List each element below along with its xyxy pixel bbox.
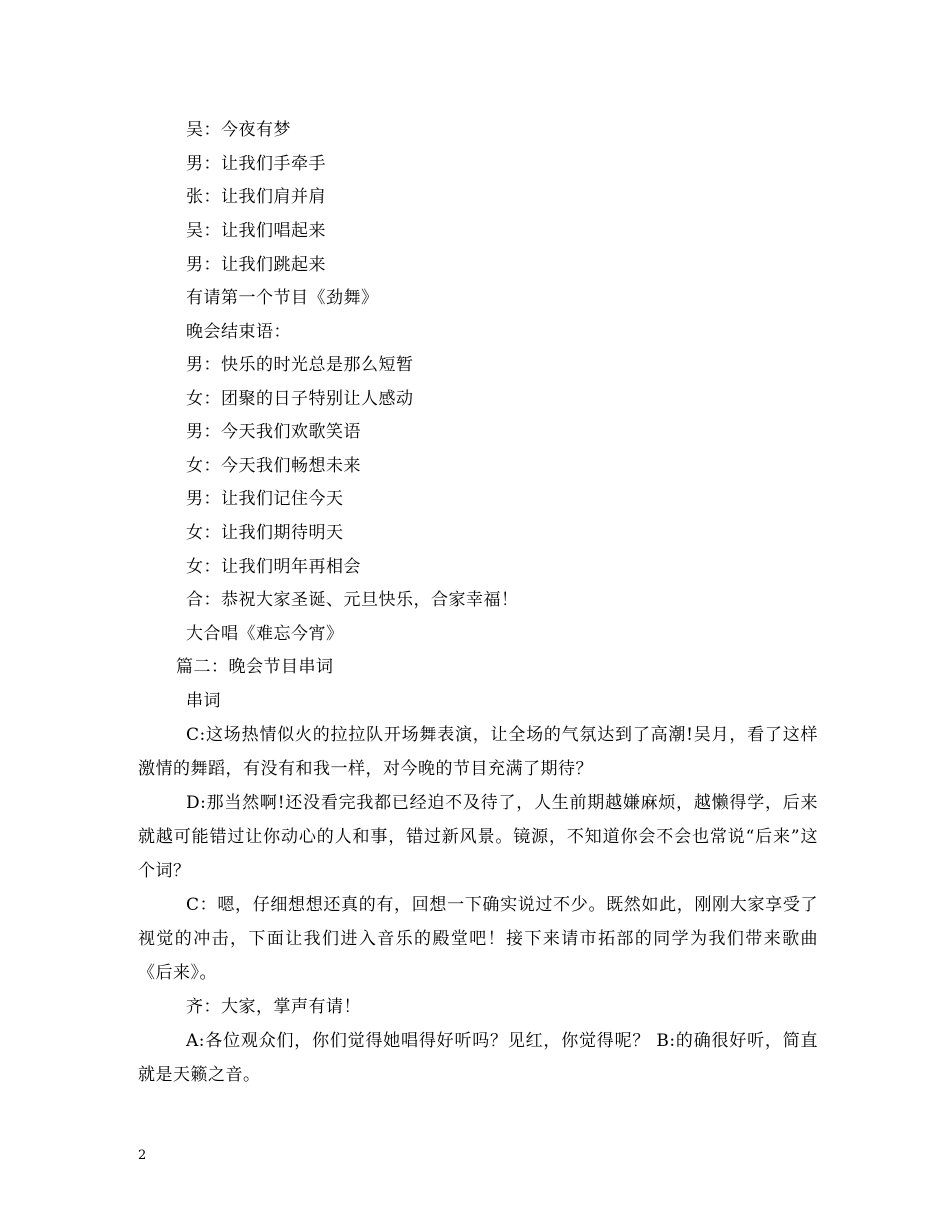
script-line: 女：让我们明年再相会 [186, 557, 361, 577]
dialogue-paragraph: 齐：大家，掌声有请！ [186, 997, 361, 1017]
section-heading: 晚会结束语： [186, 322, 291, 342]
script-line: 大合唱《难忘今宵》 [186, 624, 344, 644]
script-line: 女：今天我们畅想未来 [186, 456, 361, 476]
script-line: 女：让我们期待明天 [186, 523, 344, 543]
page-number: 2 [138, 1148, 147, 1163]
script-line: 男：快乐的时光总是那么短暂 [186, 355, 414, 375]
section-heading: 串词 [186, 691, 221, 711]
script-line: 男：今天我们欢歌笑语 [186, 422, 361, 442]
script-line: 男：让我们记住今天 [186, 489, 344, 509]
dialogue-paragraph: D:那当然啊!还没看完我都已经迫不及待了，人生前期越嫌麻烦，越懒得学，后来就越可能错过让你动心的人和事，错过新风景。镜源，不知道你会不会也常说“后来”这个词？ [138, 793, 818, 881]
script-line: 张：让我们肩并肩 [186, 187, 326, 207]
script-line: 男：让我们跳起来 [186, 255, 326, 275]
script-line: 女：团聚的日子特别让人感动 [186, 389, 414, 409]
script-line: 男：让我们手牵手 [186, 154, 326, 174]
script-line: 吴：让我们唱起来 [186, 221, 326, 241]
script-line: 合：恭祝大家圣诞、元旦快乐，合家幸福！ [186, 590, 519, 610]
script-line: 有请第一个节目《劲舞》 [186, 288, 379, 308]
dialogue-paragraph: C:这场热情似火的拉拉队开场舞表演，让全场的气氛达到了高潮!吴月，看了这样激情的舞蹈，有没有和我一样，对今晚的节目充满了期待？ [138, 725, 818, 779]
script-line: 吴：今夜有梦 [186, 120, 291, 140]
section-heading: 篇二：晚会节目串词 [176, 657, 334, 677]
dialogue-paragraph: C：嗯，仔细想想还真的有，回想一下确实说过不少。既然如此，刚刚大家享受了视觉的冲击，下面让我们进入音乐的殿堂吧！接下来请市拓部的同学为我们带来歌曲《后来》。 [138, 895, 818, 983]
dialogue-paragraph: A:各位观众们，你们觉得她唱得好听吗？见红，你觉得呢？ B:的确很好听，简直就是天籁之音。 [138, 1031, 818, 1085]
